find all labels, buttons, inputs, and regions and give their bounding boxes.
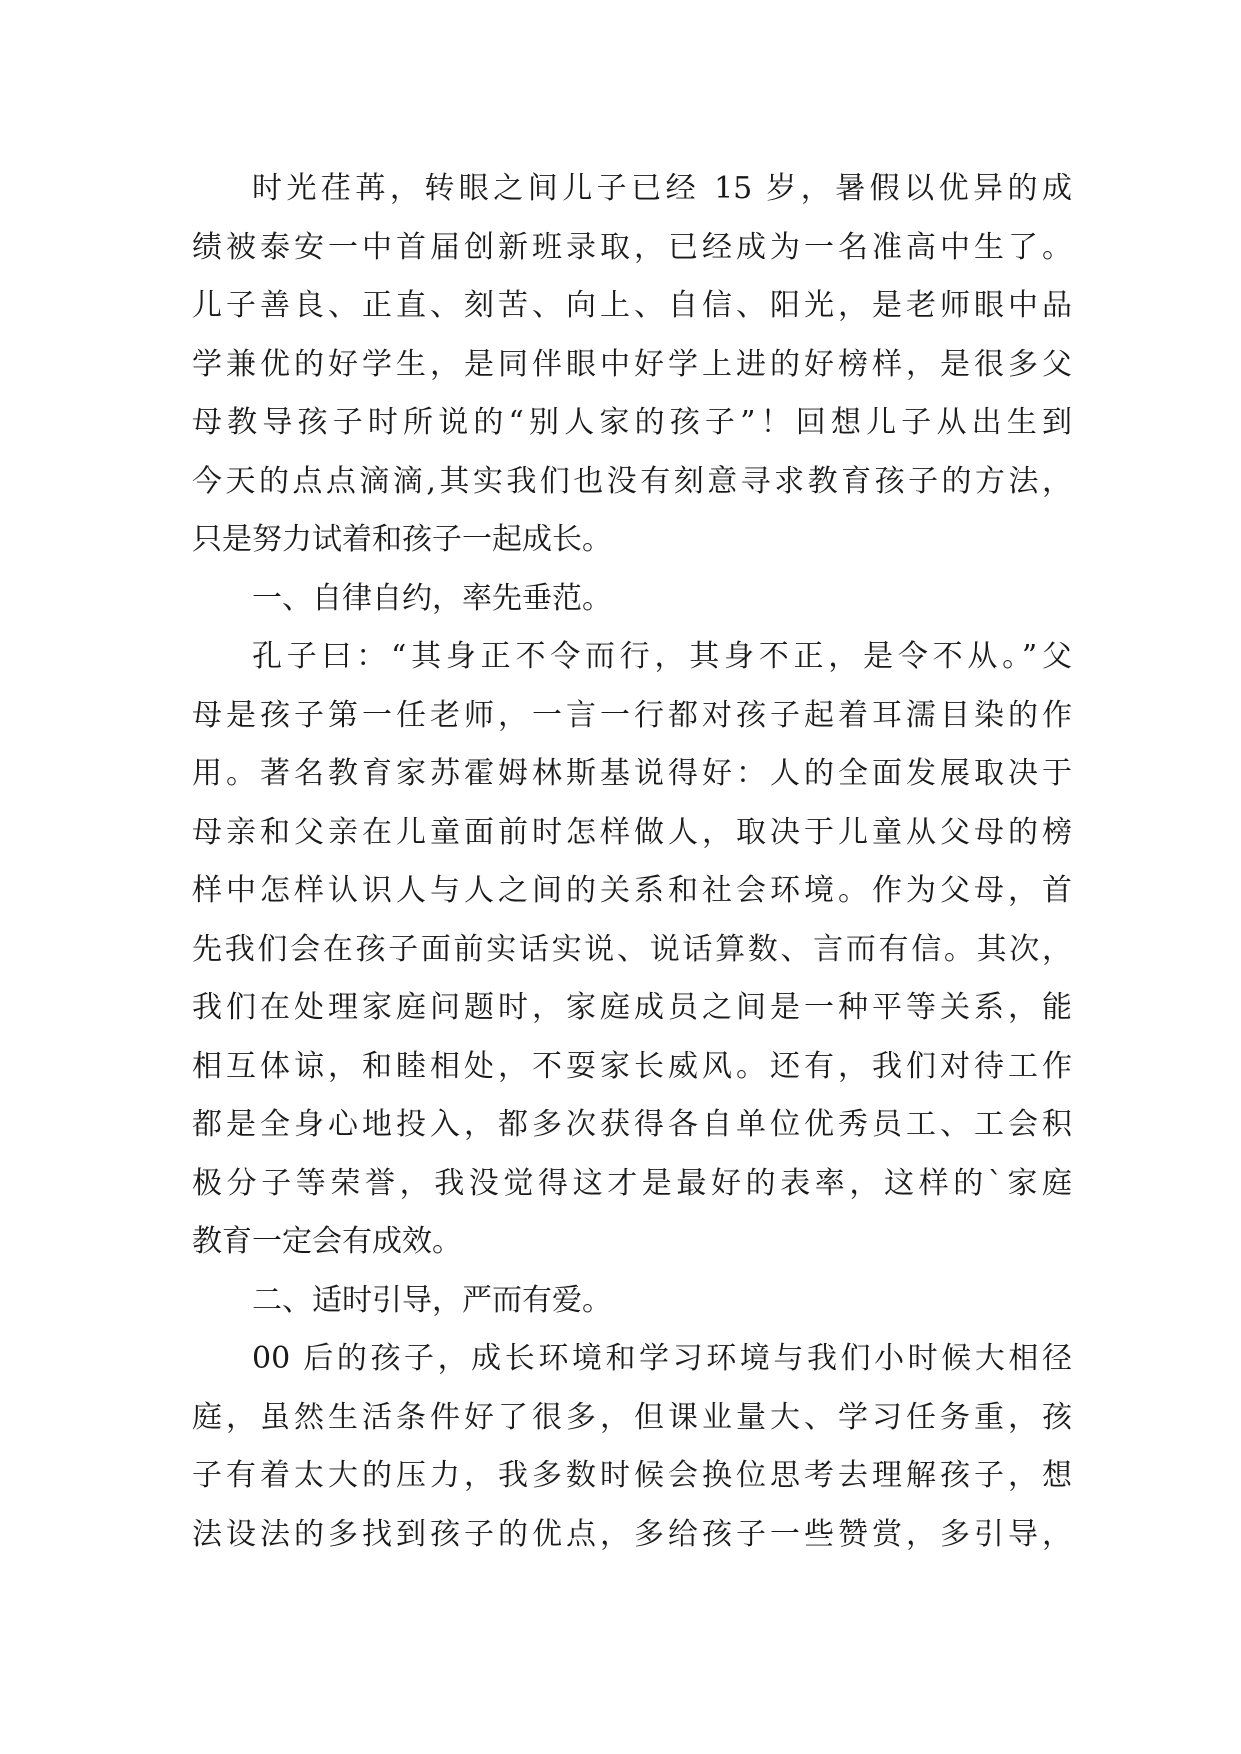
text-line: 时光荏苒，转眼之间儿子已经 15 岁，暑假以优异的成 (252, 171, 1072, 206)
text-line: 一、自律自约，率先垂范。 (252, 580, 612, 616)
text-line: 学兼优的好学生，是同伴眼中好学上进的好榜样，是很多父 (192, 346, 1072, 382)
text-line: 相互体谅，和睦相处，不耍家长威风。还有，我们对待工作 (192, 1048, 1072, 1084)
text-line: 先我们会在孩子面前实话实说、说话算数、言而有信。其次， (192, 931, 1072, 967)
text-line: 儿子善良、正直、刻苦、向上、自信、阳光，是老师眼中品 (192, 288, 1072, 323)
text-line: 我们在处理家庭问题时，家庭成员之间是一种平等关系，能 (192, 990, 1072, 1025)
text-line: 母是孩子第一任老师，一言一行都对孩子起着耳濡目染的作 (192, 697, 1072, 733)
text-line: 法设法的多找到孩子的优点，多给孩子一些赞赏，多引导， (192, 1516, 1072, 1552)
text-line: 只是努力试着和孩子一起成长。 (192, 522, 612, 557)
text-line: 教育一定会有成效。 (192, 1224, 462, 1259)
text-line: 样中怎样认识人与人之间的关系和社会环境。作为父母，首 (192, 873, 1072, 908)
text-line: 绩被泰安一中首届创新班录取，已经成为一名准高中生了。 (192, 229, 1072, 265)
text-line: 00 后的孩子，成长环境和学习环境与我们小时候大相径 (252, 1341, 1072, 1376)
text-line: 孔子曰：“其身正不令而行，其身不正，是令不从。”父 (252, 639, 1072, 674)
text-line: 用。著名教育家苏霍姆林斯基说得好：人的全面发展取决于 (192, 756, 1072, 791)
text-line: 母教导孩子时所说的“别人家的孩子”！回想儿子从出生到 (192, 405, 1072, 440)
document-body (192, 160, 1072, 1564)
text-line: 母亲和父亲在儿童面前时怎样做人，取决于儿童从父母的榜 (192, 814, 1072, 850)
text-line: 今天的点点滴滴,其实我们也没有刻意寻求教育孩子的方法， (192, 463, 1072, 499)
text-line: 二、适时引导，严而有爱。 (252, 1282, 612, 1318)
text-line: 都是全身心地投入，都多次获得各自单位优秀员工、工会积 (192, 1107, 1072, 1142)
text-line: 子有着太大的压力，我多数时候会换位思考去理解孩子，想 (192, 1458, 1072, 1493)
text-line: 极分子等荣誉，我没觉得这才是最好的表率，这样的`家庭 (192, 1165, 1072, 1201)
text-line: 庭，虽然生活条件好了很多，但课业量大、学习任务重，孩 (192, 1399, 1072, 1435)
